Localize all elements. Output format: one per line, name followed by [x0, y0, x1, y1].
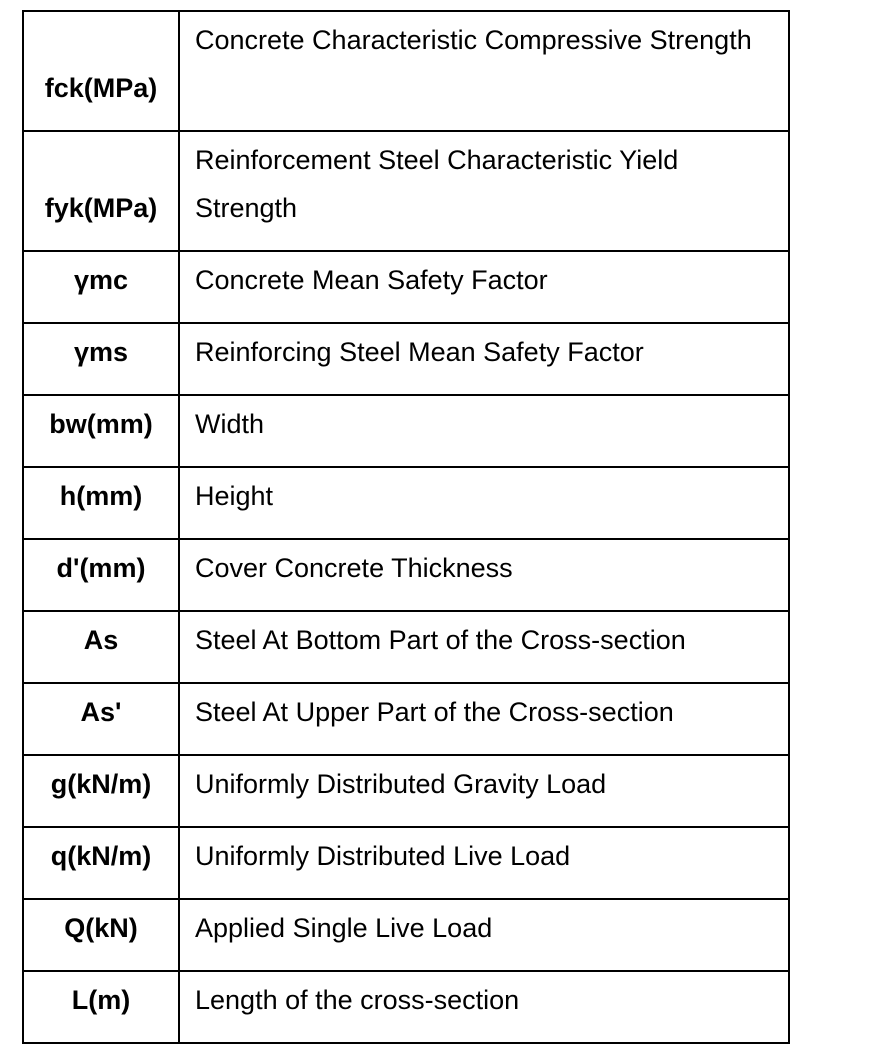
table-row	[23, 251, 789, 323]
parameter-description: Steel At Upper Part of the Cross-section	[179, 683, 789, 755]
parameter-symbol: fyk(MPa)	[23, 131, 179, 251]
table-row	[23, 539, 789, 611]
parameter-description: Length of the cross-section	[179, 971, 789, 1043]
parameter-symbol: As	[23, 611, 179, 683]
parameter-description: Reinforcement Steel Characteristic Yield Strength	[179, 131, 789, 251]
parameter-symbol: d'(mm)	[23, 539, 179, 611]
parameter-symbol: Q(kN)	[23, 899, 179, 971]
table-row	[23, 755, 789, 827]
parameter-description: Steel At Bottom Part of the Cross-section	[179, 611, 789, 683]
parameter-description: Width	[179, 395, 789, 467]
parameter-description: Applied Single Live Load	[179, 899, 789, 971]
table-row	[23, 827, 789, 899]
table-row	[23, 899, 789, 971]
parameter-symbol: h(mm)	[23, 467, 179, 539]
parameter-symbol: γms	[23, 323, 179, 395]
table-row	[23, 971, 789, 1043]
table-row	[23, 467, 789, 539]
table-row	[23, 611, 789, 683]
parameter-description: Reinforcing Steel Mean Safety Factor	[179, 323, 789, 395]
parameter-symbol: As'	[23, 683, 179, 755]
parameters-table-body	[23, 11, 789, 1043]
parameter-description: Uniformly Distributed Live Load	[179, 827, 789, 899]
parameters-table	[22, 10, 790, 1044]
parameter-symbol: bw(mm)	[23, 395, 179, 467]
parameter-description: Uniformly Distributed Gravity Load	[179, 755, 789, 827]
table-row	[23, 11, 789, 131]
parameter-symbol: q(kN/m)	[23, 827, 179, 899]
parameter-symbol: γmc	[23, 251, 179, 323]
parameter-description: Concrete Characteristic Compressive Strength	[179, 11, 789, 131]
parameter-description: Concrete Mean Safety Factor	[179, 251, 789, 323]
parameter-symbol: L(m)	[23, 971, 179, 1043]
table-row	[23, 323, 789, 395]
parameter-description: Cover Concrete Thickness	[179, 539, 789, 611]
table-row	[23, 683, 789, 755]
parameter-description: Height	[179, 467, 789, 539]
table-row	[23, 395, 789, 467]
parameter-symbol: g(kN/m)	[23, 755, 179, 827]
parameter-symbol: fck(MPa)	[23, 11, 179, 131]
table-row	[23, 131, 789, 251]
